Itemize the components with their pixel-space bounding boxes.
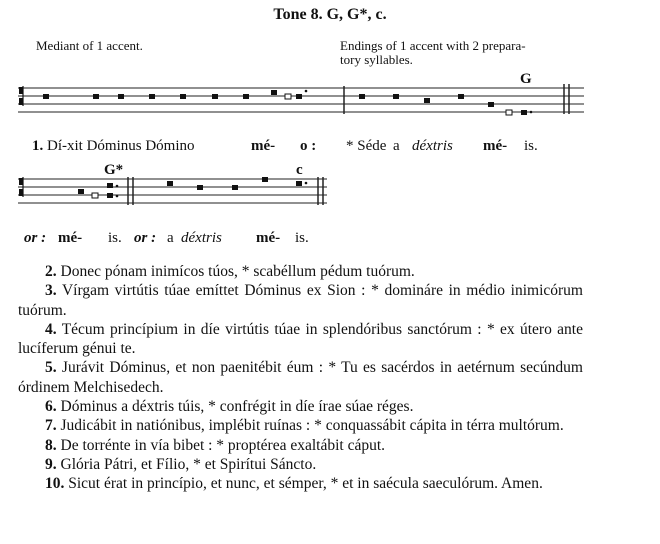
- verse-text: Vírgam virtútis túae emíttet Dóminus ex Sion : * domináre in médio inimicórum tuórum.: [18, 282, 583, 319]
- mora: [305, 182, 308, 185]
- note: [118, 94, 124, 99]
- mora: [530, 111, 533, 114]
- note: [506, 110, 512, 115]
- note: [43, 94, 49, 99]
- verse-number: 6.: [45, 398, 57, 416]
- note: [107, 193, 113, 198]
- endings-label-line1: Endings of 1 accent with 2 prepara-: [340, 38, 526, 53]
- syllable: mé-: [256, 230, 281, 246]
- note: [180, 94, 186, 99]
- verse-text: Glória Pátri, et Fílio, * et Spirítui Sáncto.: [60, 455, 317, 473]
- syllable: déxtris: [412, 138, 453, 154]
- ending-label-c: c: [296, 162, 303, 178]
- note: [296, 181, 302, 186]
- syllable: or :: [24, 230, 47, 246]
- syllable: mé-: [251, 138, 276, 154]
- verse-number: 5.: [45, 359, 57, 377]
- notes-staff-1: [43, 90, 532, 115]
- verse-3: [18, 281, 583, 320]
- note: [107, 183, 113, 188]
- verses-list: [18, 262, 583, 494]
- syllable: * Séde: [346, 138, 387, 154]
- note: [92, 193, 98, 198]
- verse-2: [18, 262, 583, 281]
- note: [424, 98, 430, 103]
- syllable: mé-: [483, 138, 508, 154]
- verse-number: 4.: [45, 320, 57, 338]
- verse-text: Dóminus a déxtris túis, * confrégit in díe írae súae réges.: [60, 398, 414, 416]
- verse-number: 7.: [45, 417, 57, 435]
- syllable: or :: [134, 230, 157, 246]
- syllable: a: [167, 230, 174, 246]
- note: [93, 94, 99, 99]
- verse-text: Jurávit Dóminus, et non paenitébit éum : * Tu es sacérdos in aetérnum secúndum órdinem Melchisedech.: [18, 359, 583, 396]
- verse-5: [18, 358, 583, 397]
- note: [232, 185, 238, 190]
- note: [167, 181, 173, 186]
- syllable: o :: [300, 138, 317, 154]
- verse-number: 9.: [45, 455, 57, 473]
- mediant-label: Mediant of 1 accent.: [36, 38, 143, 53]
- verse-8: [18, 436, 583, 455]
- verse-text: Sicut érat in princípio, et nunc, et sémper, * et in saécula saeculórum. Amen.: [68, 475, 543, 493]
- note: [149, 94, 155, 99]
- note: [285, 94, 291, 99]
- ending-label-g: G: [520, 71, 532, 87]
- verse-text: Judicábit in natiónibus, implébit ruínas : * conquassábit cápita in térra multórum.: [60, 417, 564, 435]
- note: [521, 110, 527, 115]
- syllable: déxtris: [181, 230, 222, 246]
- verse-number: 8.: [45, 436, 57, 454]
- verse-number: 1.: [32, 138, 44, 154]
- verse-10: [18, 474, 583, 493]
- verse-4: [18, 320, 583, 359]
- ending-label-gstar: G*: [104, 162, 124, 178]
- syllable: Dí-xit Dóminus Dómino: [47, 138, 195, 154]
- verse-number: 2.: [45, 263, 57, 280]
- note: [393, 94, 399, 99]
- verse-text: De torrénte in vía bibet : * proptérea exaltábit cáput.: [60, 436, 386, 454]
- note: [488, 102, 494, 107]
- verse-number: 3.: [45, 282, 57, 300]
- mora: [116, 195, 119, 198]
- note: [296, 94, 302, 99]
- note: [78, 189, 84, 194]
- page-title: Tone 8. G, G*, c.: [273, 6, 387, 23]
- verse-text: Donec pónam inimícos túos, * scabéllum pédum tuórum.: [60, 263, 415, 280]
- verse-6: [18, 397, 583, 416]
- endings-label-line2: tory syllables.: [340, 52, 413, 67]
- verse-number: 10.: [45, 475, 65, 493]
- note: [359, 94, 365, 99]
- note: [262, 177, 268, 182]
- syllable: is.: [524, 138, 538, 154]
- verse-text: Técum princípium in díe virtútis túae in splendóribus sanctórum : * ex útero ante lucíferum génui te.: [18, 320, 583, 358]
- verse-9: [18, 455, 583, 474]
- note: [212, 94, 218, 99]
- mora: [116, 185, 119, 188]
- syllable: is.: [295, 230, 309, 246]
- note: [458, 94, 464, 99]
- lyric-line-1: [32, 138, 195, 155]
- verse-7: [18, 416, 583, 435]
- mora: [305, 90, 308, 93]
- note: [197, 185, 203, 190]
- syllable: mé-: [58, 230, 83, 246]
- syllable: a: [393, 138, 400, 154]
- note: [243, 94, 249, 99]
- note: [271, 90, 277, 95]
- syllable: is.: [108, 230, 122, 246]
